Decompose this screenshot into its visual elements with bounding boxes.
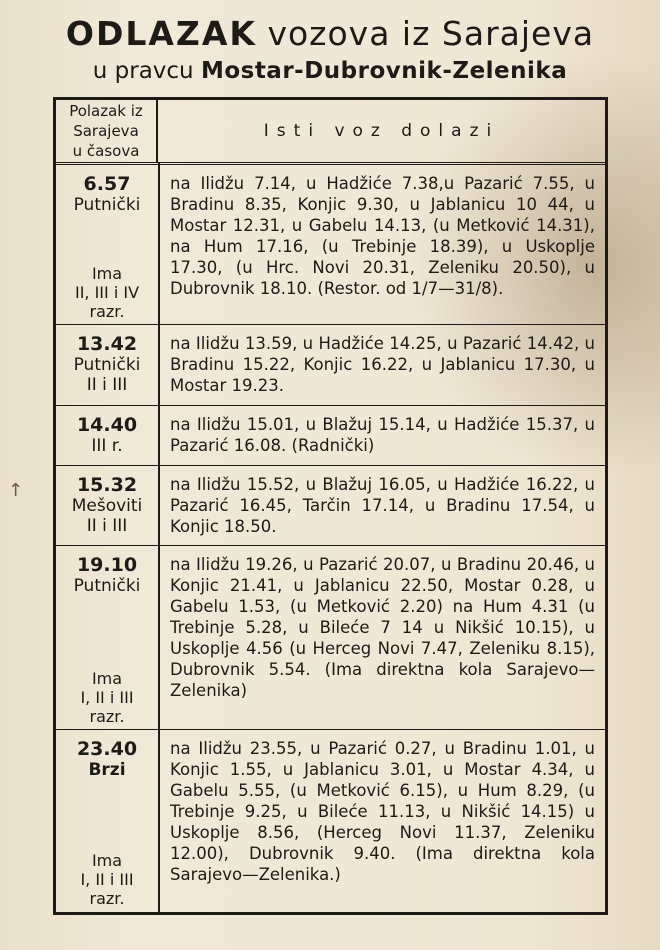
departure-time: 14.40 — [76, 414, 138, 436]
train-type: Mešoviti — [71, 496, 143, 516]
table-row — [56, 546, 605, 730]
class-line: I, II i III — [80, 870, 134, 889]
table-row — [56, 165, 605, 325]
departure-cell — [56, 406, 158, 466]
departure-time: 13.42 — [76, 333, 138, 355]
header-departure-line: Polazak iz — [69, 102, 143, 120]
timetable — [53, 97, 608, 915]
header-departure-line: u časova — [72, 142, 140, 160]
class-line: Ima — [91, 669, 123, 688]
header-departure — [56, 100, 158, 162]
class-line: II, III i IV — [74, 283, 140, 302]
class-line: II i III — [86, 516, 128, 536]
table-row — [56, 730, 605, 912]
class-line: I, II i III — [80, 688, 134, 707]
departure-time: 6.57 — [83, 173, 131, 195]
train-type: Putnički — [73, 576, 141, 596]
margin-mark: ↑ — [8, 480, 24, 501]
departure-time: 23.40 — [76, 738, 138, 760]
table-row — [56, 466, 605, 546]
header-departure-line: Sarajeva — [73, 122, 139, 140]
arrival-text: na Ilidžu 13.59, u Hadžiće 14.25, u Pazarić 14.42, u Bradinu 15.22, Konjic 16.22, u Jablanicu 17.30, u Mostar 19.23. — [170, 334, 595, 395]
departure-cell — [56, 325, 158, 406]
train-type: Brzi — [88, 760, 126, 780]
train-type: III r. — [91, 436, 123, 456]
class-line: II i III — [86, 375, 128, 395]
arrival-text: na Ilidžu 19.26, u Pazarić 20.07, u Bradinu 20.46, u Konjic 21.41, u Jablanicu 22.50, Mostar 0.28, u Gabelu 1.53, (u Metković 2.20) na Hum 4.31 (u Trebinje 5.28, u Bileće 7 14 u Nikšić 10.15), u Uskoplje 4.56 (u Herceg Novi 7.47, Zeleniku 8.15), Dubrovnik 5.54. (Ima direktna kola Sarajevo—Zelenika) — [170, 555, 595, 700]
departure-cell — [56, 165, 158, 325]
subtitle-route: Mostar-Dubrovnik-Zelenika — [200, 58, 568, 84]
departure-cell — [56, 466, 158, 546]
train-classes — [56, 669, 158, 726]
class-line: razr. — [89, 707, 125, 726]
train-type: Putnički — [73, 195, 141, 215]
arrival-text: na Ilidžu 15.01, u Blažuj 15.14, u Hadžiće 15.37, u Pazarić 16.08. (Radnički) — [170, 415, 595, 455]
arrival-text: na Ilidžu 7.14, u Hadžiće 7.38,u Pazarić 7.55, u Bradinu 8.35, Konjic 9.30, u Jablanicu 10 44, u Mostar 12.31, u Gabelu 14.13, (u Metković 14.31), na Hum 17.16, (u Trebinje 18.39), u Uskoplje 17.30, (u Hrc. Novi 20.31, Zeleniku 20.50), u Dubrovnik 18.10. (Restor. od 1/7—31/8). — [170, 174, 595, 298]
arrival-text: na Ilidžu 15.52, u Blažuj 16.05, u Hadžiće 16.22, u Pazarić 16.45, Tarčin 17.14, u Bradinu 17.54, u Konjic 18.50. — [170, 475, 595, 536]
departure-time: 19.10 — [76, 554, 138, 576]
arrival-text: na Ilidžu 23.55, u Pazarić 0.27, u Bradinu 1.01, u Konjic 1.55, u Jablanicu 3.01, u Mostar 4.34, u Gabelu 5.55, (u Metković 6.15), u Hum 8.29, (u Trebinje 9.25, u Bileće 11.13, u Nikšić 14.15) u Uskoplje 8.56, (Herceg Novi 11.37, Zeleniku 12.00), Dubrovnik 9.40. (Ima direktna kola Sarajevo—Zelenika.) — [170, 739, 595, 884]
header-arrival: Isti voz dolazi — [263, 121, 500, 141]
train-classes — [56, 264, 158, 321]
class-line: razr. — [89, 889, 125, 908]
class-line: razr. — [89, 302, 125, 321]
title-main: ODLAZAK — [65, 14, 257, 53]
departure-cell — [56, 730, 158, 912]
title-rest: vozova iz Sarajeva — [267, 14, 595, 53]
departure-time: 15.32 — [76, 474, 138, 496]
train-type: Putnički — [73, 355, 141, 375]
subtitle-prefix: u pravcu — [92, 58, 194, 84]
table-row — [56, 325, 605, 406]
class-line: Ima — [91, 264, 123, 283]
departure-cell — [56, 546, 158, 730]
class-line: Ima — [91, 851, 123, 870]
page-subtitle — [0, 58, 660, 84]
train-classes — [56, 851, 158, 908]
table-row — [56, 406, 605, 466]
page-title — [0, 14, 660, 53]
